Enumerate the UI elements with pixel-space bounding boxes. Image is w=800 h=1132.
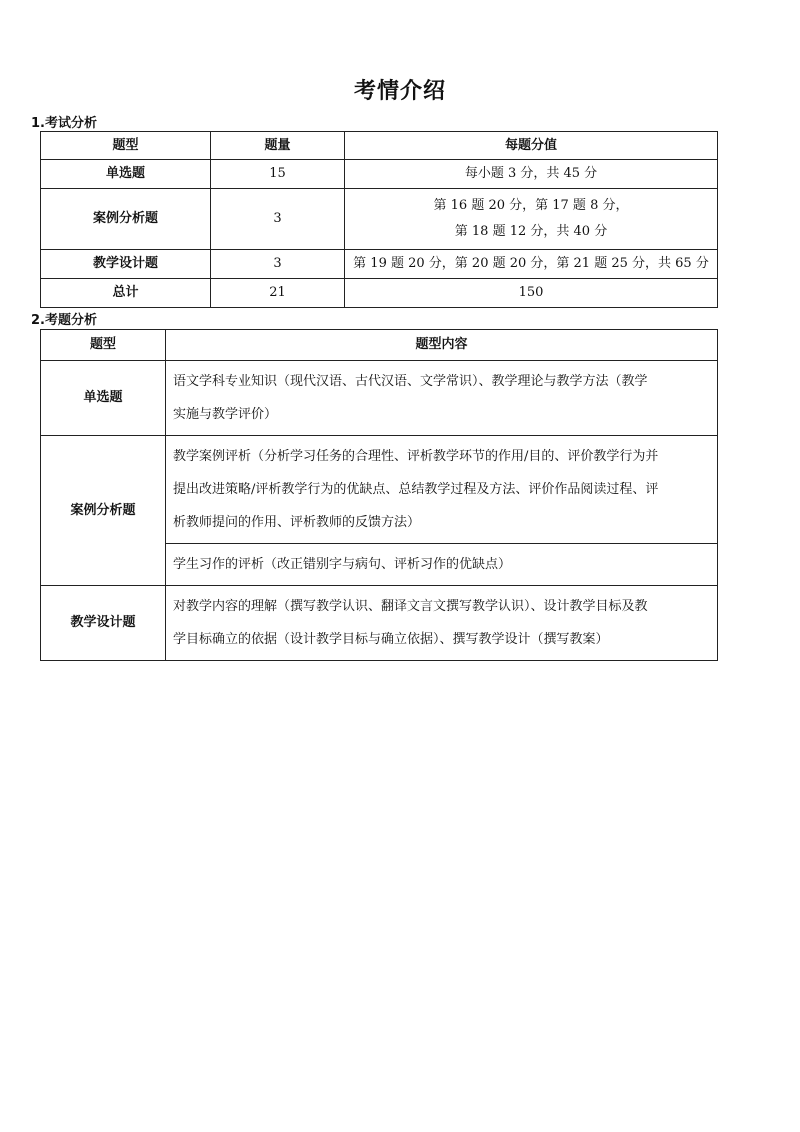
table-row — [41, 160, 718, 189]
question-type-cell: 案例分析题 — [41, 189, 211, 250]
question-content-cell — [166, 544, 718, 586]
question-count-cell: 3 — [211, 250, 345, 279]
header-question-type: 题型 — [41, 330, 166, 361]
header-question-content: 题型内容 — [166, 330, 718, 361]
question-type-cell: 教学设计题 — [41, 586, 166, 661]
score-cell — [345, 250, 718, 279]
question-content-cell — [166, 586, 718, 661]
header-question-type: 题型 — [41, 132, 211, 160]
content-line: 教学案例评析（分析学习任务的合理性、评析教学环节的作用/目的、评价教学行为并 — [173, 449, 659, 464]
table-row — [41, 436, 718, 544]
score-line: 第 19 题 20 分，第 20 题 20 分，第 21 题 25 分，共 65 分 — [353, 256, 709, 271]
score-cell — [345, 160, 718, 189]
table-row — [41, 189, 718, 250]
total-label-cell: 总计 — [41, 279, 211, 308]
page-title: 考情介绍 — [353, 79, 446, 104]
content-line: 实施与教学评价） — [173, 407, 278, 422]
question-content-cell — [166, 436, 718, 544]
question-count-cell: 15 — [211, 160, 345, 189]
content-line: 对教学内容的理解（撰写教学认识、翻译文言文撰写教学认识）、设计教学目标及教 — [173, 599, 648, 614]
total-score-cell — [345, 279, 718, 308]
table-header-row — [41, 132, 718, 160]
question-type-cell: 单选题 — [41, 160, 211, 189]
table-header-row — [41, 330, 718, 361]
question-type-cell: 单选题 — [41, 361, 166, 436]
table-row-total — [41, 279, 718, 308]
score-cell — [345, 189, 718, 250]
header-question-count: 题量 — [211, 132, 345, 160]
score-line: 第 18 题 12 分，共 40 分 — [454, 224, 608, 239]
table-row — [41, 361, 718, 436]
section-heading-exam-analysis: 1.考试分析 — [31, 116, 97, 131]
content-line: 学生习作的评析（改正错别字与病句、评析习作的优缺点） — [173, 557, 512, 572]
table-row — [41, 586, 718, 661]
question-count-cell: 3 — [211, 189, 345, 250]
question-analysis-table — [40, 329, 718, 661]
table-row — [41, 250, 718, 279]
question-content-cell — [166, 361, 718, 436]
score-line: 150 — [518, 285, 544, 300]
content-line: 学目标确立的依据（设计教学目标与确立依据）、撰写教学设计（撰写教案） — [173, 632, 609, 647]
score-line: 第 16 题 20 分，第 17 题 8 分， — [433, 198, 629, 213]
question-type-cell: 教学设计题 — [41, 250, 211, 279]
content-line: 提出改进策略/评析教学行为的优缺点、总结教学过程及方法、评价作品阅读过程、评 — [173, 482, 659, 497]
header-score-per-question: 每题分值 — [345, 132, 718, 160]
content-line: 析教师提问的作用、评析教师的反馈方法） — [173, 515, 421, 530]
section-heading-question-analysis: 2.考题分析 — [31, 313, 97, 328]
content-line: 语文学科专业知识（现代汉语、古代汉语、文学常识）、教学理论与教学方法（教学 — [173, 374, 648, 389]
question-type-cell: 案例分析题 — [41, 436, 166, 586]
total-count-cell: 21 — [211, 279, 345, 308]
exam-analysis-table — [40, 131, 718, 308]
score-line: 每小题 3 分，共 45 分 — [464, 166, 598, 181]
